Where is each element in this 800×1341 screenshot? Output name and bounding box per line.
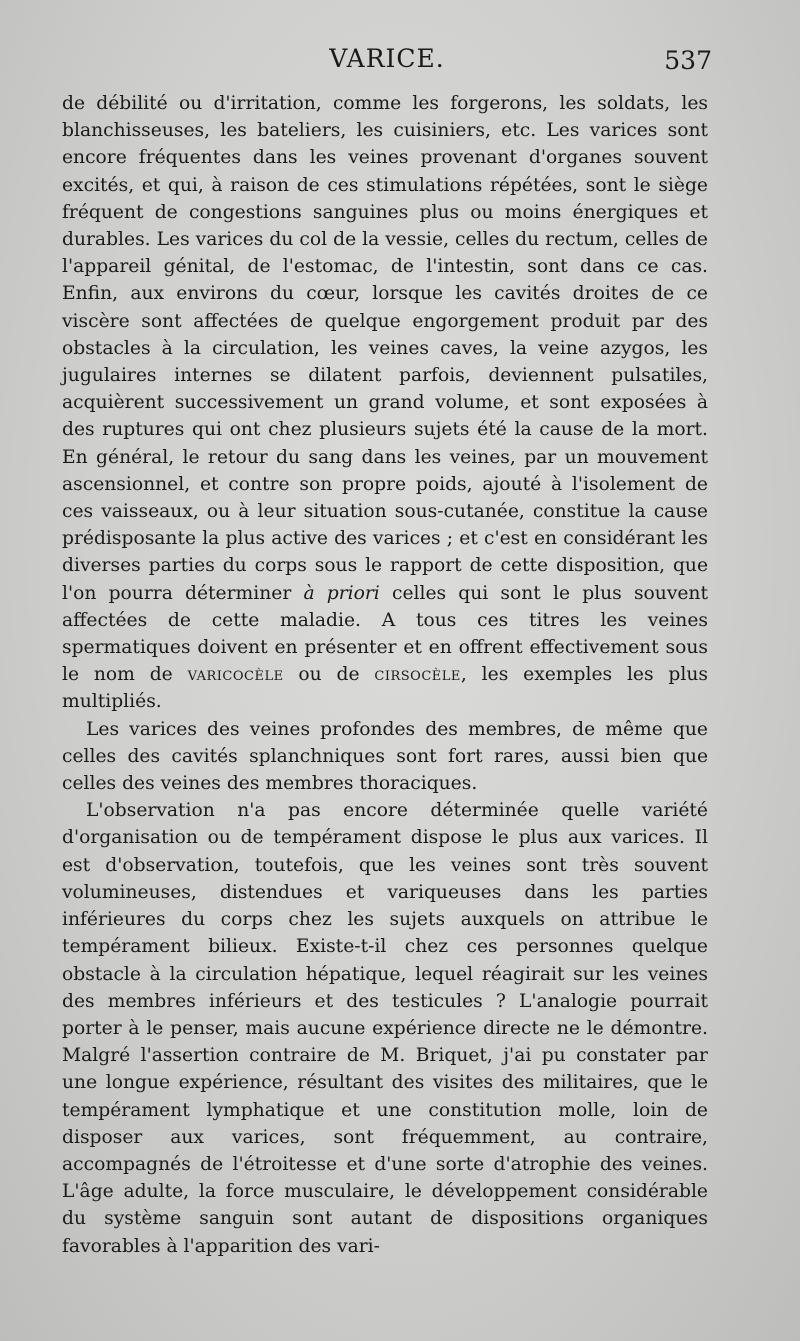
paragraph-3: L'observation n'a pas encore déterminée quelle variété d'organisation ou de tempérament dispose le plus aux varices. Il est d'observation, toutefois, que les veines sont très souvent volumineuses, distendues et variqueuses dans les parties inférieures du corps chez les sujets auxquels on attribue le tempérament bilieux. Existe-t-il chez ces personnes quelque obstacle à la circulation hépatique, lequel réagirait sur les veines des membres inférieurs et des testicules ? L'analogie pourrait porter à le penser, mais aucune expérience directe ne le démontre. Malgré l'assertion contraire de M. Briquet, j'ai pu constater par une longue expérience, résultant des visites des militaires, que le tempérament lymphatique et une constitution molle, loin de disposer aux varices, sont fréquemment, au contraire, accompagnés de l'étroitesse et d'une sorte d'atrophie des veines. L'âge adulte, la force musculaire, le développement considérable du système sanguin sont autant de dispositions organiques favorables à l'apparition des vari- xyxy=(62,800,708,1257)
text-run: celles qui sont le plus souvent affectées de cette maladie. A tous ces titres les veines spermatiques doivent en présenter et en offrent effectivement sous le nom de xyxy=(62,582,708,686)
paragraph-2: Les varices des veines profondes des membres, de même que celles des cavités splanchniques sont fort rares, aussi bien que celles des veines des membres thoraciques. xyxy=(62,718,708,795)
text-run: , les exemples les plus multipliés. xyxy=(62,664,708,713)
text-run: de débilité ou d'irritation, comme les forgerons, les soldats, les blanchisseuses, les bateliers, les cuisiniers, etc. Les varices sont encore fréquentes dans les veines provenant d'organes souvent excités, et qui, à raison de ces stimulations répétées, sont le siège fréquent de congestions sanguines plus ou moins énergiques et durables. Les varices du col de la vessie, celles du rectum, celles de l'appareil génital, de l'estomac, de l'intestin, sont dans ce cas. Enfin, aux environs du cœur, lorsque les cavités droites de ce viscère sont affectées de quelque engorgement produit par des obstacles à la circulation, les veines caves, la veine azygos, les jugulaires internes se dilatent parfois, deviennent pulsatiles, acquièrent successivement un grand volume, et sont exposées à des ruptures qui ont chez plusieurs sujets été la cause de la mort. En général, le retour du sang dans les veines, par un mouvement ascensionnel, et contre son propre poids, ajouté à l'isolement de ces vaisseaux, ou à leur situation sous-cutanée, constitue la cause prédisposante la plus active des varices ; et c'est en considérant les diverses parties du corps sous le rapport de cette disposition, que l'on pourra déterminer xyxy=(62,93,708,604)
small-caps-term: cirsocèle xyxy=(374,664,461,686)
page-number: 537 xyxy=(664,46,712,75)
running-title: VARICE. xyxy=(329,44,445,73)
small-caps-term: varicocèle xyxy=(187,664,284,686)
page-header xyxy=(62,44,712,80)
paragraph-1 xyxy=(62,90,708,716)
italic-phrase: à priori xyxy=(303,582,380,604)
body-text xyxy=(62,90,708,1260)
text-run: ou de xyxy=(283,664,375,686)
